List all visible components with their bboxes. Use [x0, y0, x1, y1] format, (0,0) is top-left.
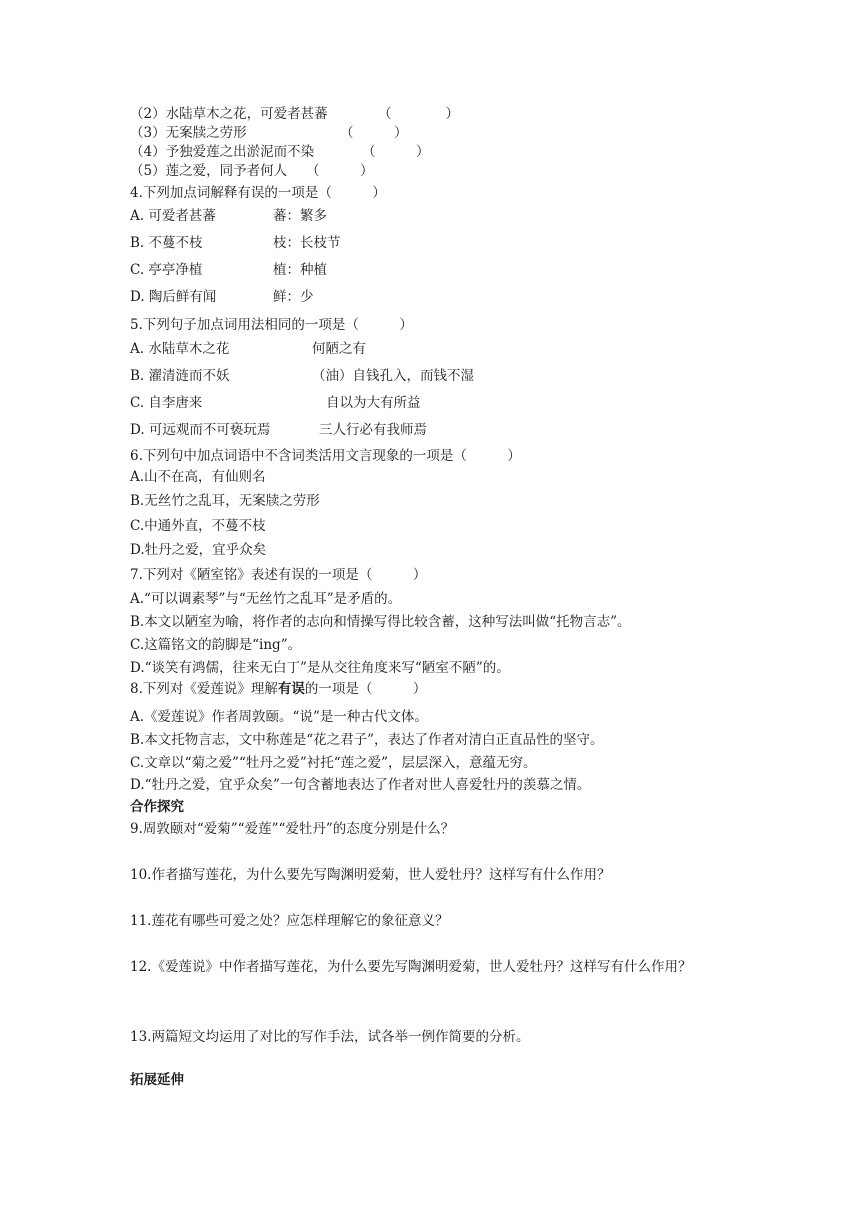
- q13: 13.两篇短文均运用了对比的写作手法，试各举一例作简要的分析。: [130, 1029, 530, 1045]
- q3-item-text: （5）莲之爱，同予者何人: [130, 163, 288, 179]
- q6-option-a: A.山不在高，有仙则名: [130, 469, 266, 485]
- q8-option-c: C.文章以“菊之爱”“牡丹之爱”衬托“莲之爱”，层层深入，意蕴无穷。: [130, 755, 537, 771]
- q5-stem: 5.下列句子加点词用法相同的一项是（ ）: [130, 317, 413, 333]
- q6-option-d: D.牡丹之爱，宜乎众矣: [130, 542, 267, 558]
- q9: 9.周敦颐对“爱菊”“爱莲”“爱牡丹”的态度分别是什么？: [130, 821, 455, 837]
- q5-option-c: [130, 394, 421, 412]
- q8-stem-emphasis: 有误: [277, 681, 305, 697]
- q8-stem-pre: 8.下列对《爱莲说》理解: [130, 681, 278, 697]
- q3-item-2: [130, 105, 459, 123]
- q3-item-4: [130, 143, 430, 161]
- q3-item-text: （4）予独爱莲之出淤泥而不染: [130, 144, 315, 160]
- q3-item-3: [130, 124, 408, 142]
- answer-blank: （ ）: [362, 144, 430, 160]
- option-text: A. 可爱者甚蕃: [130, 208, 216, 224]
- answer-blank: （ ）: [340, 125, 408, 141]
- q7-option-a: A.“可以调素琴”与“无丝竹之乱耳”是矛盾的。: [130, 591, 402, 607]
- q8-option-d: D.“牡丹之爱，宜乎众矣”一句含蓄地表达了作者对世人喜爱牡丹的羡慕之情。: [130, 777, 591, 793]
- q12: 12.《爱莲说》中作者描写莲花，为什么要先写陶渊明爱菊，世人爱牡丹？这样写有什么作用？: [130, 959, 692, 975]
- q6-stem: 6.下列句中加点词语中不含词类活用文言现象的一项是（ ）: [130, 448, 521, 464]
- option-text: B. 不蔓不枝: [130, 235, 203, 251]
- option-compare: 何陋之有: [312, 341, 366, 357]
- option-text: D. 可远观而不可亵玩焉: [130, 422, 271, 438]
- q6-option-b: B.无丝竹之乱耳，无案牍之劳形: [130, 493, 320, 509]
- q3-item-5: [130, 162, 374, 180]
- option-text: D. 陶后鲜有闻: [130, 289, 217, 305]
- q6-option-c: C.中通外直，不蔓不枝: [130, 518, 266, 534]
- q5-option-d: [130, 421, 427, 439]
- q4-option-c: [130, 261, 327, 279]
- q4-option-a: [130, 207, 327, 225]
- q3-item-text: （2）水陆草木之花，可爱者甚蕃: [130, 106, 328, 122]
- option-text: C. 亭亭净植: [130, 262, 203, 278]
- content: [130, 0, 750, 1216]
- q7-option-d: D.“谈笑有鸿儒，往来无白丁”是从交往角度来写“陋室不陋”的。: [130, 660, 510, 676]
- answer-blank: （ ）: [306, 163, 374, 179]
- q8-option-b: B.本文托物言志，文中称莲是“花之君子”，表达了作者对清白正直品性的坚守。: [130, 732, 604, 748]
- option-text: A. 水陆草木之花: [130, 341, 230, 357]
- q5-option-b: [130, 367, 474, 385]
- q7-option-c: C.这篇铭文的韵脚是“ing”。: [130, 637, 302, 653]
- q4-option-d: [130, 288, 314, 306]
- q10: 10.作者描写莲花，为什么要先写陶渊明爱菊，世人爱牡丹？这样写有什么作用？: [130, 867, 611, 883]
- option-text: C. 自李唐来: [130, 395, 203, 411]
- q3-item-text: （3）无案牍之劳形: [130, 125, 247, 141]
- q8-stem: [130, 680, 426, 698]
- q4-stem: 4.下列加点词解释有误的一项是（ ）: [130, 185, 386, 201]
- option-gloss: 蕃：繁多: [273, 208, 327, 224]
- answer-blank: （ ）: [378, 106, 459, 122]
- q8-stem-post: 的一项是（ ）: [304, 681, 427, 697]
- option-gloss: 植：种植: [273, 262, 327, 278]
- q7-option-b: B.本文以陋室为喻，将作者的志向和情操写得比较含蓄，这种写法叫做“托物言志”。: [130, 614, 631, 630]
- option-gloss: 鲜：少: [273, 289, 314, 305]
- option-compare: （油）自钱孔入，而钱不湿: [312, 368, 474, 384]
- q11: 11.莲花有哪些可爱之处？应怎样理解它的象征意义？: [130, 913, 449, 929]
- option-compare: 自以为大有所益: [326, 395, 421, 411]
- q7-stem: 7.下列对《陋室铭》表述有误的一项是（ ）: [130, 567, 427, 583]
- q4-option-b: [130, 234, 341, 252]
- option-text: B. 濯清涟而不妖: [130, 368, 230, 384]
- option-compare: 三人行必有我师焉: [319, 422, 427, 438]
- section-heading-extend: 拓展延伸: [130, 1072, 184, 1088]
- option-gloss: 枝：长枝节: [273, 235, 341, 251]
- q8-option-a: A.《爱莲说》作者周敦颐。“说”是一种古代文体。: [130, 709, 428, 725]
- section-heading-cooperate: 合作探究: [130, 799, 184, 815]
- q5-option-a: [130, 340, 366, 358]
